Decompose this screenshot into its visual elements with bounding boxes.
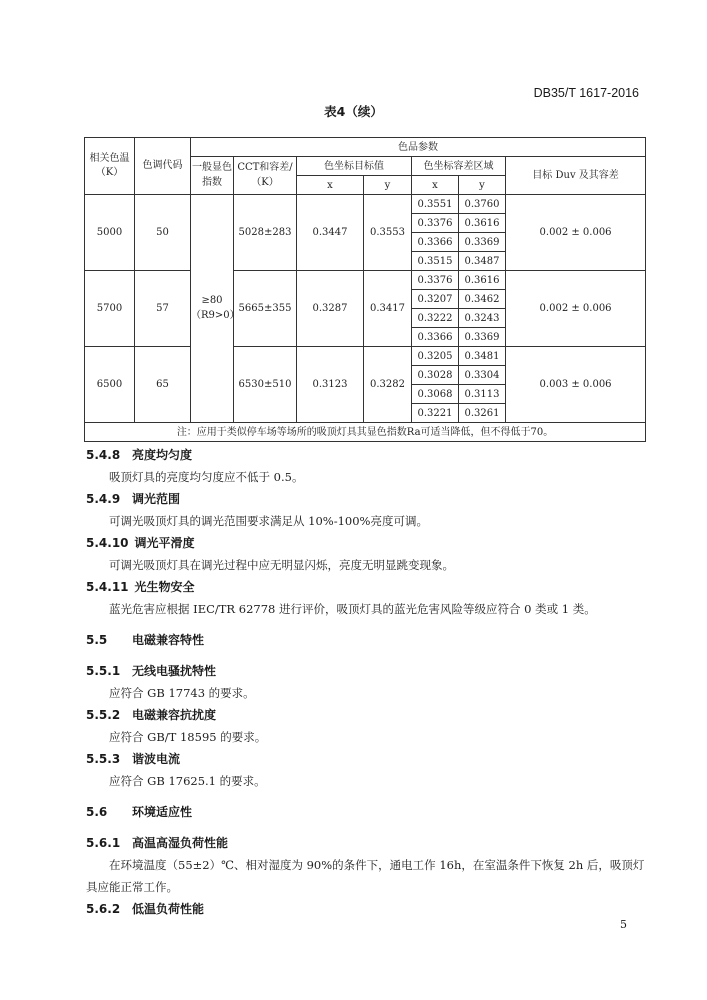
cell-cct: 6500 — [85, 347, 135, 423]
section-heading — [86, 801, 646, 823]
cell-region-y: 0.3616 — [459, 271, 506, 290]
section-title: 调光范围 — [132, 492, 181, 506]
section-title: 电磁兼容特性 — [132, 633, 205, 647]
section-number: 5.6 — [86, 805, 108, 819]
cell-region-y: 0.3481 — [459, 347, 506, 366]
section-body: 可调光吸顶灯具在调光过程中应无明显闪烁，亮度无明显跳变现象。 — [109, 558, 454, 572]
header-duv: 目标 Duv 及其容差 — [506, 157, 646, 195]
section-number: 5.6.2 — [86, 902, 121, 916]
section-title: 亮度均匀度 — [132, 448, 193, 462]
cell-region-x: 0.3068 — [412, 385, 459, 404]
cell-region-x: 0.3205 — [412, 347, 459, 366]
section-heading — [86, 629, 646, 651]
cell-region-x: 0.3221 — [412, 404, 459, 423]
section-number: 5.5.1 — [86, 664, 121, 678]
section-heading — [86, 898, 646, 920]
cell-duv: 0.003 ± 0.006 — [506, 347, 646, 423]
section-title: 无线电骚扰特性 — [132, 664, 217, 678]
section-body: 可调光吸顶灯具的调光范围要求满足从 10%-100%亮度可调。 — [109, 514, 428, 528]
cell-tone-code: 57 — [135, 271, 191, 347]
cell-region-x: 0.3376 — [412, 271, 459, 290]
table-row — [85, 347, 646, 366]
header-target-x: x — [297, 176, 364, 195]
section-heading — [86, 576, 646, 598]
cell-region-x: 0.3222 — [412, 309, 459, 328]
section-body: 在环境温度（55±2）℃、相对湿度为 90%的条件下，通电工作 16h，在室温条件下恢复 2h 后，吸顶灯具应能正常工作。 — [86, 858, 645, 894]
cell-cct-tolerance: 5665±355 — [234, 271, 297, 347]
cell-region-x: 0.3376 — [412, 214, 459, 233]
cell-region-y: 0.3760 — [459, 195, 506, 214]
cell-region-y: 0.3243 — [459, 309, 506, 328]
page-number: 5 — [620, 918, 627, 931]
table-row — [85, 271, 646, 290]
header-tolerance-region: 色坐标容差区域 — [412, 157, 506, 176]
cell-cri: ≥80（R9>0） — [191, 195, 234, 423]
header-cct: 相关色温（K） — [85, 138, 135, 195]
cell-target-y: 0.3553 — [364, 195, 412, 271]
section-number: 5.6.1 — [86, 836, 121, 850]
section-title: 高温高湿负荷性能 — [132, 836, 229, 850]
cell-tone-code: 50 — [135, 195, 191, 271]
section-number: 5.4.11 — [86, 580, 129, 594]
table-note-row — [85, 423, 646, 442]
cell-target-y: 0.3417 — [364, 271, 412, 347]
section-heading — [86, 444, 646, 466]
table-note: 注：应用于类似停车场等场所的吸顶灯具其显色指数Ra可适当降低，但不得低于70。 — [85, 423, 646, 442]
cell-cct: 5700 — [85, 271, 135, 347]
header-cct-tolerance: CCT和容差/（K） — [234, 157, 297, 195]
cell-region-x: 0.3207 — [412, 290, 459, 309]
section-title: 调光平滑度 — [134, 536, 195, 550]
section-body: 应符合 GB/T 18595 的要求。 — [109, 730, 267, 744]
document-body — [86, 444, 646, 920]
section-heading — [86, 532, 646, 554]
cell-target-x: 0.3447 — [297, 195, 364, 271]
header-target-coords: 色坐标目标值 — [297, 157, 412, 176]
header-chromaticity-params: 色品参数 — [191, 138, 646, 157]
table-row — [85, 195, 646, 214]
section-number: 5.5.2 — [86, 708, 121, 722]
section-number: 5.4.9 — [86, 492, 121, 506]
cell-region-y: 0.3261 — [459, 404, 506, 423]
header-region-x: x — [412, 176, 459, 195]
section-body: 应符合 GB 17743 的要求。 — [109, 686, 255, 700]
cell-region-y: 0.3113 — [459, 385, 506, 404]
document-code: DB35/T 1617-2016 — [533, 86, 639, 100]
cell-cct-tolerance: 5028±283 — [234, 195, 297, 271]
section-title: 电磁兼容抗扰度 — [132, 708, 217, 722]
cell-region-x: 0.3028 — [412, 366, 459, 385]
section-number: 5.4.8 — [86, 448, 121, 462]
section-number: 5.5.3 — [86, 752, 121, 766]
section-title: 低温负荷性能 — [132, 902, 205, 916]
section-number: 5.4.10 — [86, 536, 129, 550]
section-body: 应符合 GB 17625.1 的要求。 — [109, 774, 266, 788]
section-heading — [86, 748, 646, 770]
section-heading — [86, 660, 646, 682]
cell-region-y: 0.3487 — [459, 252, 506, 271]
cell-region-x: 0.3551 — [412, 195, 459, 214]
cell-duv: 0.002 ± 0.006 — [506, 195, 646, 271]
chromaticity-table — [84, 137, 646, 442]
cell-target-y: 0.3282 — [364, 347, 412, 423]
section-title: 谐波电流 — [132, 752, 181, 766]
cell-cct: 5000 — [85, 195, 135, 271]
cell-region-x: 0.3515 — [412, 252, 459, 271]
header-target-y: y — [364, 176, 412, 195]
section-heading — [86, 832, 646, 854]
section-body: 吸顶灯具的亮度均匀度应不低于 0.5。 — [109, 470, 304, 484]
section-heading — [86, 704, 646, 726]
cell-tone-code: 65 — [135, 347, 191, 423]
cell-cct-tolerance: 6530±510 — [234, 347, 297, 423]
section-heading — [86, 488, 646, 510]
cell-duv: 0.002 ± 0.006 — [506, 271, 646, 347]
section-title: 光生物安全 — [134, 580, 195, 594]
table-title: 表4（续） — [324, 104, 383, 119]
cell-region-x: 0.3366 — [412, 233, 459, 252]
cell-region-y: 0.3462 — [459, 290, 506, 309]
header-tone-code: 色调代码 — [135, 138, 191, 195]
section-title: 环境适应性 — [132, 805, 193, 819]
cell-region-y: 0.3369 — [459, 328, 506, 347]
header-cri: 一般显色指数 — [191, 157, 234, 195]
cell-region-x: 0.3366 — [412, 328, 459, 347]
cell-target-x: 0.3123 — [297, 347, 364, 423]
section-body: 蓝光危害应根据 IEC/TR 62778 进行评价，吸顶灯具的蓝光危害风险等级应符合 0 类或 1 类。 — [109, 602, 596, 616]
cell-region-y: 0.3616 — [459, 214, 506, 233]
cell-target-x: 0.3287 — [297, 271, 364, 347]
cell-region-y: 0.3369 — [459, 233, 506, 252]
header-region-y: y — [459, 176, 506, 195]
cell-region-y: 0.3304 — [459, 366, 506, 385]
section-number: 5.5 — [86, 633, 108, 647]
